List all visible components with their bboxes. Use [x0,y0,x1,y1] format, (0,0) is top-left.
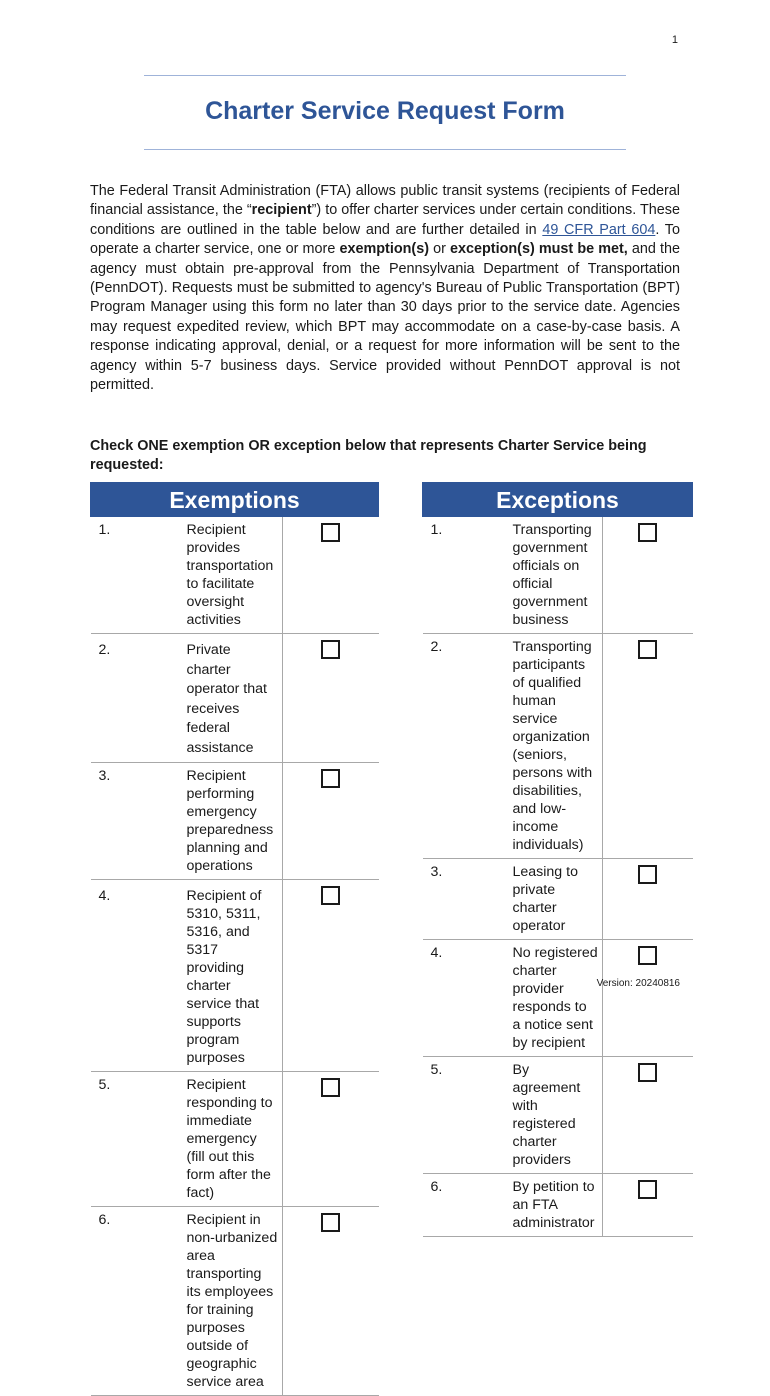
table-row [423,1057,693,1174]
item-text: Recipient performing emergency preparedness planning and operations [187,763,283,880]
table-row [423,1174,693,1237]
item-number: 4. [423,940,513,1057]
table-row [423,517,693,634]
item-number: 1. [91,517,187,634]
item-text: Transporting government officials on official government business [513,517,603,634]
exception-5-checkbox[interactable] [638,1063,657,1082]
exceptions-table [422,482,693,1237]
item-number: 5. [423,1057,513,1174]
table-row [423,859,693,940]
item-text: Recipient provides transportation to facilitate oversight activities [187,517,283,634]
item-number: 3. [423,859,513,940]
table-row [91,1072,379,1207]
intro-paragraph [90,182,680,395]
exception-2-checkbox[interactable] [638,640,657,659]
table-row [91,517,379,634]
intro-or: or [429,241,450,258]
exemption-6-checkbox[interactable] [321,1213,340,1232]
item-number: 6. [91,1207,187,1396]
exemption-4-checkbox[interactable] [321,886,340,905]
item-text: No registered charter provider responds to a notice sent by recipient [513,940,603,1057]
exception-4-checkbox[interactable] [638,946,657,965]
table-row [91,634,379,763]
item-number: 1. [423,517,513,634]
title-rule-top [144,75,626,76]
item-number: 2. [423,634,513,859]
exemption-3-checkbox[interactable] [321,769,340,788]
intro-recipient: recipient [251,202,312,219]
table-row [91,763,379,880]
exception-3-checkbox[interactable] [638,865,657,884]
table-row [91,1207,379,1396]
item-text: By agreement with registered charter providers [513,1057,603,1174]
exemption-5-checkbox[interactable] [321,1078,340,1097]
table-row [423,634,693,859]
item-number: 4. [91,880,187,1072]
exception-6-checkbox[interactable] [638,1180,657,1199]
intro-text-2: ”) to offer charter services under certain conditions. These conditions are outlined in the table below and are further detailed in [90,202,680,238]
intro-exemptions: exemption(s) [339,241,429,258]
exemptions-header: Exemptions [91,483,379,517]
item-text: Private charter operator that receives federal assistance [187,634,283,763]
item-number: 5. [91,1072,187,1207]
version-label: Version: 20240816 [596,978,680,989]
exemptions-table [90,482,379,1396]
intro-text-3: . To operate a charter service, one or more [90,221,681,258]
exceptions-header: Exceptions [423,483,693,517]
intro-text-4: and the agency must obtain pre-approval from the Pennsylvania Department of Transportation (PennDOT). Requests must be submitted to agency's Bureau of Public Transportation (BPT) Program Manager using this form no later than 30 days prior to the service date. Agencies may request expedited review, which BPT may accommodate on a case-by-case basis. A response indicating approval, denial, or a request for more information will be sent to the agency within 5-7 business days. Service provided without PennDOT approval is not permitted. [90,241,680,394]
item-number: 2. [91,634,187,763]
item-text: Leasing to private charter operator [513,859,603,940]
intro-text-1: The Federal Transit Administration (FTA) allows public transit systems (recipients of Federal financial assistance, the “ [90,183,680,219]
item-text: Recipient of 5310, 5311, 5316, and 5317 providing charter service that supports program purposes [187,880,283,1072]
instruction-text: Check ONE exemption OR exception below that represents Charter Service being requested: [90,438,647,474]
exemption-2-checkbox[interactable] [321,640,340,659]
item-text: Recipient in non-urbanized area transporting its employees for training purposes outside of geographic service area [187,1207,283,1396]
table-row [91,880,379,1072]
item-number: 6. [423,1174,513,1237]
item-text: By petition to an FTA administrator [513,1174,603,1237]
item-text: Recipient responding to immediate emergency (fill out this form after the fact) [187,1072,283,1207]
table-row [423,940,693,1057]
page-number: 1 [671,34,678,46]
exception-1-checkbox[interactable] [638,523,657,542]
page-title: Charter Service Request Form [205,97,565,125]
item-number: 3. [91,763,187,880]
intro-exceptions: exception(s) must be met, [449,241,628,258]
cfr-link[interactable]: 49 CFR Part 604 [542,221,656,238]
item-text: Transporting participants of qualified human service organization (seniors, persons with disabilities, and low-income individuals) [513,634,603,859]
exemption-1-checkbox[interactable] [321,523,340,542]
title-rule-bottom [144,149,626,150]
